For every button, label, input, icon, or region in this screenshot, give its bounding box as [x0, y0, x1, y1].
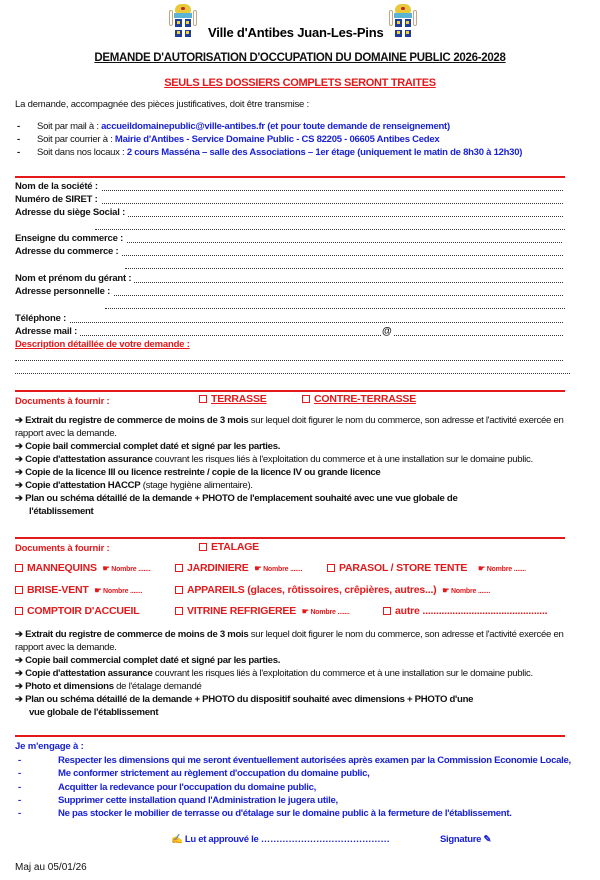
checkbox-icon	[199, 543, 207, 551]
description-label: Description détaillée de votre demande :	[15, 339, 190, 350]
send-method-mail: - Soit par mail à : accueildomainepublic@ville-antibes.fr (et pour toute demande de renseignement)	[17, 121, 450, 132]
coat-of-arms-left-icon	[172, 4, 194, 40]
appareils-checkbox[interactable]: APPAREILS (glaces, rôtissoires, crêpières, autres...) ☛ Nombre .......	[175, 584, 490, 596]
description-field-line1[interactable]	[15, 360, 563, 361]
list-item: - Me conformer strictement au règlement d'occupation du domaine public,	[18, 768, 370, 780]
pointing-hand-icon: ☛	[102, 564, 110, 573]
at-sign: @	[382, 326, 392, 337]
email-label: Adresse mail :	[15, 325, 80, 338]
approved-date-field[interactable]: ✍ Lu et approuvé le ……………………………………	[171, 834, 390, 845]
personal-address-label: Adresse personnelle :	[15, 285, 113, 298]
siret-label: Numéro de SIRET :	[15, 193, 101, 206]
head-office-field-line2[interactable]	[95, 229, 565, 230]
list-item: ➔ Copie de la licence III ou licence restreinte / copie de la licence IV ou grande licence	[15, 467, 381, 478]
brise-vent-count-field[interactable]: .......	[130, 588, 143, 595]
store-address-label: Adresse du commerce :	[15, 245, 122, 258]
coat-of-arms-right-icon	[392, 4, 414, 40]
pointing-hand-icon: ☛	[477, 564, 485, 573]
arrow-right-icon: ➔	[15, 415, 26, 426]
arrow-right-icon: ➔	[15, 668, 26, 679]
list-item: ➔ Copie bail commercial complet daté et signé par les parties.	[15, 655, 281, 666]
parasol-checkbox[interactable]: PARASOL / STORE TENTE ☛ Nombre .......	[327, 562, 526, 574]
head-office-field[interactable]	[122, 216, 563, 217]
list-item: - Supprimer cette installation quand l'Administration le jugera utile,	[18, 794, 338, 806]
email-link[interactable]: accueildomainepublic@ville-antibes.fr (et pour toute demande de renseignement)	[101, 121, 450, 132]
brise-vent-checkbox[interactable]: BRISE-VENT ☛ Nombre .......	[15, 584, 142, 596]
checkbox-icon	[15, 564, 23, 572]
arrow-right-icon: ➔	[15, 655, 26, 666]
pen-icon: ✍	[171, 834, 185, 845]
manager-name-label: Nom et prénom du gérant :	[15, 272, 134, 285]
town-name: Ville d'Antibes Juan-Les-Pins	[208, 25, 384, 40]
checkbox-icon	[175, 564, 183, 572]
list-item: ➔ Extrait du registre de commerce de moins de 3 mois sur lequel doit figurer le nom du commerce, son adresse et l'activité exercée en rapport avec la demande.	[15, 629, 564, 653]
personal-address-field[interactable]	[110, 295, 563, 296]
checkbox-icon	[175, 607, 183, 615]
checkbox-icon	[15, 586, 23, 594]
checkbox-icon	[383, 607, 391, 615]
checkbox-icon	[327, 564, 335, 572]
arrow-right-icon: ➔	[15, 441, 26, 452]
send-methods-list	[17, 120, 522, 159]
email-field[interactable]	[80, 335, 563, 336]
contre-terrasse-checkbox[interactable]: CONTRE-TERRASSE	[302, 393, 416, 405]
etalage-checkbox[interactable]: ETALAGE	[199, 541, 259, 553]
phone-field[interactable]	[66, 322, 563, 323]
manager-name-field[interactable]	[130, 282, 563, 283]
writing-hand-icon: ✎	[483, 834, 492, 845]
parasol-count-field[interactable]: .......	[513, 566, 526, 573]
list-item: ➔ Extrait du registre de commerce de moins de 3 mois sur lequel doit figurer le nom du commerce, son adresse et l'activité exercée en rapport avec la demande.	[15, 415, 564, 439]
signature-field[interactable]: Signature ✎	[440, 834, 492, 845]
etalage-documents-list	[15, 628, 590, 719]
autre-checkbox[interactable]: autre ..............................................	[383, 605, 547, 617]
company-name-label: Nom de la société :	[15, 180, 101, 193]
divider	[15, 537, 565, 539]
complete-files-notice: SEULS LES DOSSIERS COMPLETS SERONT TRAITES	[164, 77, 436, 89]
docs-label-etalage: Documents à fournir :	[15, 543, 110, 554]
mannequins-count-field[interactable]: .......	[138, 566, 151, 573]
vitrine-count-field[interactable]: .......	[337, 609, 350, 616]
jardiniere-checkbox[interactable]: JARDINIERE ☛ Nombre .......	[175, 562, 302, 574]
checkbox-icon	[175, 586, 183, 594]
store-address-field[interactable]	[115, 255, 563, 256]
checkbox-icon	[199, 395, 207, 403]
mannequins-checkbox[interactable]: MANNEQUINS ☛ Nombre .......	[15, 562, 150, 574]
company-name-field[interactable]	[95, 190, 563, 191]
arrow-right-icon: ➔	[15, 480, 26, 491]
arrow-right-icon: ➔	[15, 454, 26, 465]
engagement-list	[18, 754, 571, 820]
pointing-hand-icon: ☛	[442, 586, 450, 595]
intro-text: La demande, accompagnée des pièces justificatives, doit être transmise :	[15, 99, 309, 110]
arrow-right-icon: ➔	[15, 493, 26, 504]
jardiniere-count-field[interactable]: .......	[290, 566, 303, 573]
personal-address-field-line2[interactable]	[105, 308, 565, 309]
autre-field[interactable]: ..............................................	[422, 605, 548, 617]
appareils-count-field[interactable]: .......	[477, 588, 491, 595]
arrow-right-icon: ➔	[15, 694, 26, 705]
docs-label-terrasse: Documents à fournir :	[15, 396, 110, 407]
pointing-hand-icon: ☛	[301, 607, 309, 616]
comptoir-accueil-checkbox[interactable]: COMPTOIR D'ACCUEIL	[15, 605, 139, 617]
list-item: ➔ Copie d'attestation HACCP (stage hygiène alimentaire).	[15, 480, 253, 491]
updated-date: Maj au 05/01/26	[15, 862, 87, 873]
divider	[15, 176, 565, 178]
checkbox-icon	[15, 607, 23, 615]
phone-label: Téléphone :	[15, 312, 69, 325]
arrow-right-icon: ➔	[15, 629, 26, 640]
list-item: - Ne pas stocker le mobilier de terrasse ou d'étalage sur le domaine public à la fermeture de l'établissement.	[18, 808, 512, 820]
terrasse-checkbox[interactable]: TERRASSE	[199, 393, 267, 405]
page-title: DEMANDE D'AUTORISATION D'OCCUPATION DU DOMAINE PUBLIC 2026-2028	[94, 52, 506, 64]
divider	[15, 390, 565, 392]
store-sign-field[interactable]	[120, 242, 562, 243]
list-item: ➔ Copie d'attestation assurance couvrant les risques liés à l'exploitation du commerce et à une installation sur le domaine public.	[15, 454, 533, 465]
vitrine-checkbox[interactable]: VITRINE REFRIGEREE ☛ Nombre .......	[175, 605, 350, 617]
arrow-right-icon: ➔	[15, 467, 26, 478]
send-method-post: - Soit par courrier à : Mairie d'Antibes - Service Domaine Public - CS 82205 - 06605 Antibes Cedex	[17, 134, 440, 145]
siret-field[interactable]	[85, 203, 563, 204]
list-item: - Respecter les dimensions qui me seront éventuellement autorisées après examen par la Commission Economie Locale,	[18, 755, 571, 766]
pointing-hand-icon: ☛	[254, 564, 262, 573]
engagement-title: Je m'engage à :	[15, 741, 84, 752]
list-item: - Acquitter la redevance pour l'occupation du domaine public,	[18, 781, 317, 793]
list-item: ➔ Copie bail commercial complet daté et signé par les parties.	[15, 441, 281, 452]
terrasse-documents-list	[15, 414, 590, 518]
store-sign-label: Enseigne du commerce :	[15, 232, 126, 245]
checkbox-icon	[302, 395, 310, 403]
store-address-field-line2[interactable]	[125, 268, 563, 269]
pointing-hand-icon: ☛	[94, 586, 102, 595]
send-method-office: - Soit dans nos locaux : 2 cours Masséna – salle des Associations – 1er étage (uniquement le matin de 8h30 à 12h30)	[17, 147, 523, 158]
arrow-right-icon: ➔	[15, 681, 26, 692]
list-item: ➔ Photo et dimensions de l'étalage demandé	[15, 681, 202, 692]
head-office-label: Adresse du siège Social :	[15, 206, 128, 219]
divider	[15, 735, 565, 737]
description-field-line2[interactable]	[15, 373, 570, 374]
list-item: ➔ Plan ou schéma détaillé de la demande + PHOTO du dispositif souhaité avec dimensions + PHOTO d'une vue globale de l'établissement	[15, 694, 474, 718]
list-item: ➔ Copie d'attestation assurance couvrant les risques liés à l'exploitation du commerce et à une installation sur le domaine public.	[15, 668, 533, 679]
list-item: ➔ Plan ou schéma détaillé de la demande + PHOTO de l'emplacement souhaité avec une vue globale de l'établissement	[15, 493, 458, 517]
